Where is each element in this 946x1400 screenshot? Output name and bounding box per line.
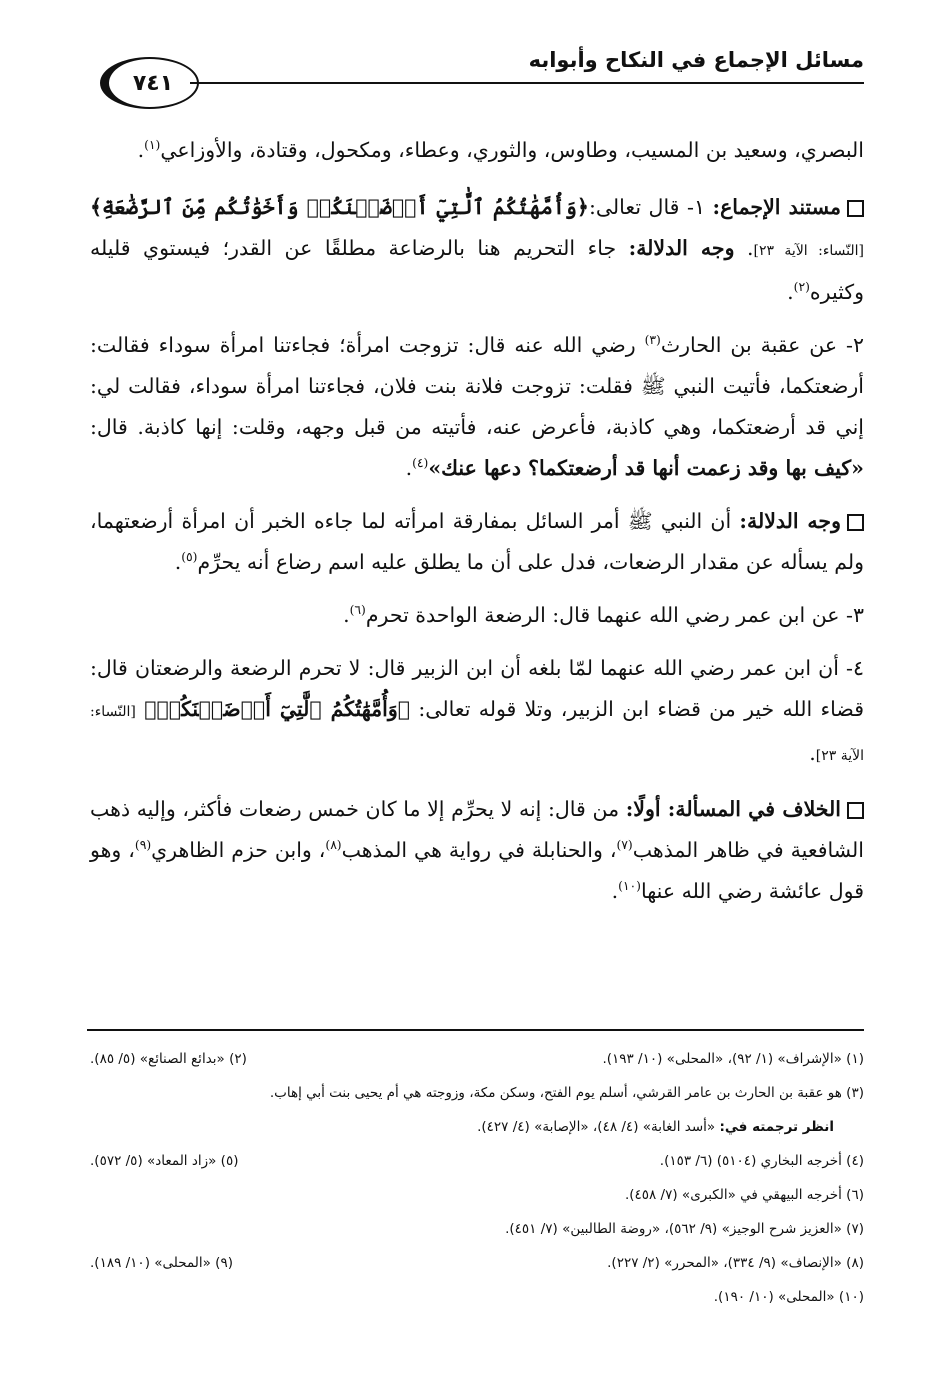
text: ، وهو قول عائشة رضي الله عنها <box>90 838 864 903</box>
footnote-ref: (٧) <box>616 838 633 853</box>
text: . <box>787 280 794 304</box>
footnote-label: انظر ترجمته في: <box>719 1119 834 1135</box>
paragraph-evidence <box>90 187 864 313</box>
paragraph-hadith-2 <box>90 325 864 489</box>
footnote-6: (٦) أخرجه البيهقي في «الكبرى» (٧/ ٤٥٨). <box>624 1187 864 1203</box>
footnote-ref: (١) <box>144 138 161 153</box>
footnote-9: (٩) «المحلى» (١٠/ ١٨٩). <box>90 1255 233 1271</box>
text: . <box>174 550 182 574</box>
footnote-ref: (٨) <box>325 838 342 853</box>
footnote-row <box>90 1212 864 1246</box>
footnotes <box>90 1042 864 1314</box>
footnote-row <box>90 1178 864 1212</box>
section-label: وجه الدلالة: <box>628 236 735 260</box>
text: . <box>343 603 350 627</box>
footnote-2: (٢) «بدائع الصنائع» (٥/ ٨٥). <box>90 1051 247 1067</box>
text: ، وابن حزم الظاهري <box>151 838 326 862</box>
footnote-ref: (٤) <box>412 456 429 471</box>
section-label: وجه الدلالة: <box>739 509 841 533</box>
text: . <box>611 879 619 903</box>
quran-verse: ﴿وَأُمَّهَٰتُكُمُ ٱلَّٰتِيٓ أَرۡضَعۡنَكُمۡ وَأَخَوَٰتُكُم مِّنَ ٱلرَّضَٰعَةِ﴾ <box>90 195 589 219</box>
footnote-row <box>90 1042 864 1076</box>
footnote-7: (٧) «العزيز شرح الوجيز» (٩/ ٥٦٢)، «روضة الطالبين» (٧/ ٤٥١). <box>505 1221 864 1237</box>
footnote-ref: (٢) <box>793 280 810 295</box>
paragraph-disagreement <box>90 789 864 912</box>
footnote-ref: (٣) <box>644 333 661 348</box>
verse-citation: [النّساء: الآية ٢٣] <box>753 243 864 259</box>
text: . <box>405 456 413 480</box>
main-text <box>90 130 864 924</box>
paragraph-inference <box>90 501 864 583</box>
footnote-4: (٤) أخرجه البخاري (٥١٠٤) (٦/ ١٥٣). <box>659 1153 864 1169</box>
hadith-quote: «كيف بها وقد زعمت أنها قد أرضعتكما؟ دعها عنك» <box>428 456 864 480</box>
section-label: مستند الإجماع: <box>712 195 842 219</box>
text: أن النبي ﷺ أمر السائل بمفارقة امرأته لما جاءه الخبر أن امرأة أرضعتهما، ولم يسأله عن مقدار الرضعات، فدل على أن ما يطلق عليه اسم رضاع أنه يحرِّم <box>90 509 864 574</box>
section-label: الخلاف في المسألة: أولًا: <box>625 797 841 821</box>
text: البصري، وسعيد بن المسيب، وطاوس، والثوري، وعطاء، ومكحول، وقتادة، والأوزاعي <box>160 138 864 162</box>
page-number <box>100 57 199 109</box>
text: ١- قال تعالى: <box>588 195 705 219</box>
section-marker-icon <box>847 514 864 531</box>
text: من قال: إنه لا يحرِّم إلا ما كان خمس رضعات فأكثر، وإليه ذهب الشافعية في ظاهر المذهب <box>90 797 865 862</box>
footnote-ref: (٦) <box>349 603 366 618</box>
footnote-ref: (٩) <box>134 838 152 853</box>
verse-citation: [النّساء: الآية ٢٣] <box>90 704 864 764</box>
text: . <box>137 138 145 162</box>
footnote-text: «أسد الغابة» (٤/ ٤٨)، «الإصابة» (٤/ ٤٢٧). <box>477 1119 716 1135</box>
section-marker-icon <box>847 200 864 217</box>
page-number-text: ٧٤١ <box>132 70 174 96</box>
text: . <box>746 236 754 260</box>
footnote-8: (٨) «الإنصاف» (٩/ ٣٣٤)، «المحرر» (٢/ ٢٢٧). <box>607 1255 864 1271</box>
text: رضي الله عنه قال: تزوجت امرأة؛ فجاءتنا امرأة سوداء فقالت: أرضعتكما، فأتيت النبي ﷺ فقلت: تزوجت فلانة بنت فلان، فجاءتنا امرأة سوداء، فقالت لي: إني قد أرضعتكما، وهي كاذبة، فأعرض عنه، فأتيته من قبل وجهه، وقلت: إنها كاذبة. قال: <box>90 333 864 439</box>
running-header-title: مسائل الإجماع في النكاح وأبوابه <box>528 48 864 72</box>
header-rule <box>190 82 864 84</box>
text: ٢- عن عقبة بن الحارث <box>660 333 864 357</box>
text: ٣- عن ابن عمر رضي الله عنهما قال: الرضعة الواحدة تحرم <box>365 603 864 627</box>
footnote-row <box>90 1280 864 1314</box>
footnote-separator <box>87 1029 864 1031</box>
text: ٤- أن ابن عمر رضي الله عنهما لمّا بلغه أن ابن الزبير قال: لا تحرم الرضعة والرضعتان قال: قضاء الله خير من قضاء ابن الزبير، وتلا قوله تعالى: <box>90 656 864 721</box>
paragraph-hadith-3 <box>90 595 864 636</box>
text: ، والحنابلة في رواية هي المذهب <box>341 838 617 862</box>
footnote-3: (٣) هو عقبة بن الحارث بن عامر القرشي، أسلم يوم الفتح، وسكن مكة، وزوجته هي أم يحيى بنت أبي إهاب. <box>269 1085 864 1101</box>
paragraph-1 <box>90 130 864 171</box>
footnote-ref: (١٠) <box>618 879 641 894</box>
paragraph-hadith-4 <box>90 648 864 777</box>
text: . <box>809 741 816 765</box>
footnote-row <box>90 1246 864 1280</box>
footnote-ref: (٥) <box>181 550 198 565</box>
footnote-row <box>90 1076 864 1110</box>
footnote-3-continued <box>477 1110 834 1144</box>
footnote-5: (٥) «زاد المعاد» (٥/ ٥٧٢). <box>90 1153 239 1169</box>
footnote-row <box>90 1144 864 1178</box>
quran-verse: ﴿وَأُمَّهَٰتُكُمُ ٱلَّٰتِيٓ أَرۡضَعۡنَكُمۡ﴾ <box>144 697 411 721</box>
footnote-10: (١٠) «المحلى» (١٠/ ١٩٠). <box>713 1289 864 1305</box>
section-marker-icon <box>847 802 864 819</box>
footnote-row <box>90 1110 864 1144</box>
text: جاء التحريم هنا بالرضاعة مطلقًا عن القدر؛ فيستوي قليله وكثيره <box>90 236 864 304</box>
footnote-1: (١) «الإشراف» (١/ ٩٢)، «المحلى» (١٠/ ١٩٣). <box>602 1051 864 1067</box>
